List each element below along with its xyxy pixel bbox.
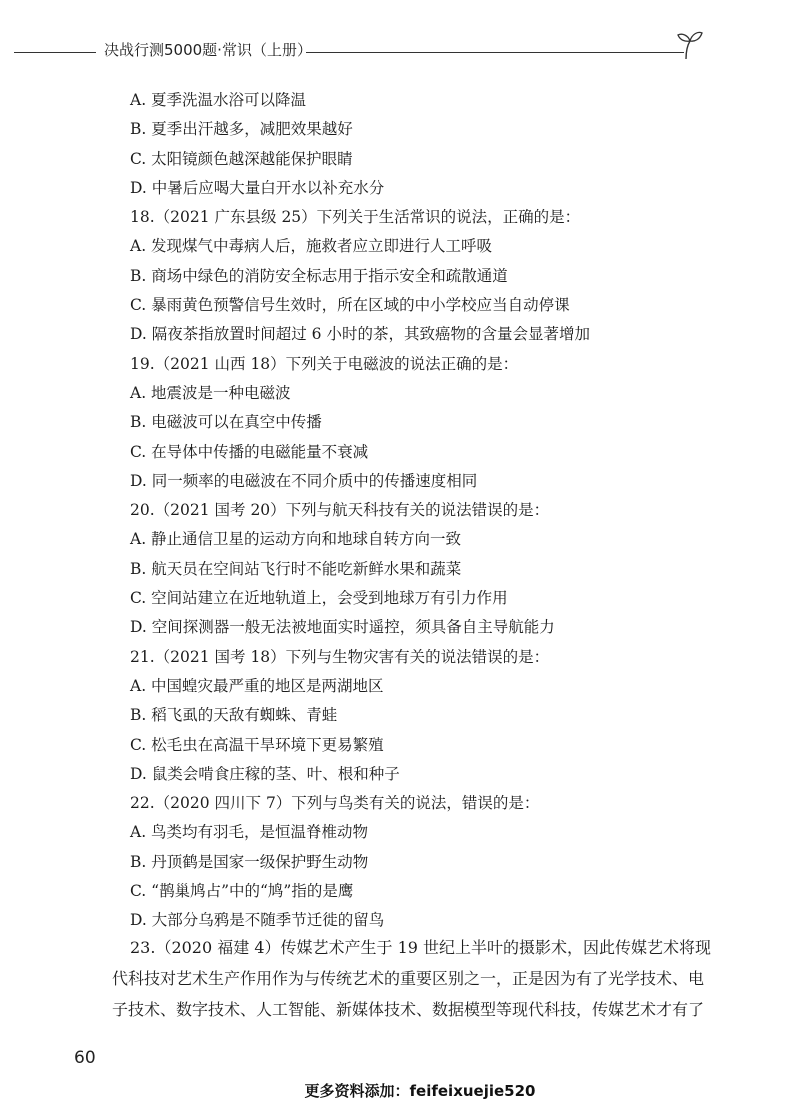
question-stem: 18.（2021 广东县级 25）下列关于生活常识的说法，正确的是： [130,208,581,227]
book-title: 决战行测5000题·常识（上册） [104,41,312,59]
text-line: B. 丹顶鹤是国家一级保护野生动物 [130,852,369,871]
header-rule-right [306,52,684,53]
text-line: A. 鸟类均有羽毛，是恒温脊椎动物 [130,823,369,842]
text-line: D. 隔夜茶指放置时间超过 6 小时的茶，其致癌物的含量会显著增加 [130,325,590,344]
text-line: B. 夏季出汗越多，减肥效果越好 [130,120,353,139]
footer-note [0,1080,800,1101]
text-line: B. 稻飞虱的天敌有蜘蛛、青蛙 [130,706,338,725]
question-stem: 21.（2021 国考 18）下列与生物灾害有关的说法错误的是： [130,647,550,666]
text-line: D. 大部分乌鸦是不随季节迁徙的留鸟 [130,911,385,930]
page-number: 60 [74,1048,96,1068]
text-line: B. 商场中绿色的消防安全标志用于指示安全和疏散通道 [130,266,508,285]
paragraph-line: 代科技对艺术生产作用作为与传统艺术的重要区别之一，正是因为有了光学技术、电 [112,969,705,988]
question-stem: 19.（2021 山西 18）下列关于电磁波的说法正确的是： [130,354,519,373]
text-line: D. 同一频率的电磁波在不同介质中的传播速度相同 [130,471,478,490]
text-line: A. 静止通信卫星的运动方向和地球自转方向一致 [130,530,462,549]
question-stem: 20.（2021 国考 20）下列与航天科技有关的说法错误的是： [130,501,550,520]
paragraph-line: 23.（2020 福建 4）传媒艺术产生于 19 世纪上半叶的摄影术，因此传媒艺术将现 [130,938,712,957]
text-line: C. 暴雨黄色预警信号生效时，所在区域的中小学校应当自动停课 [130,296,570,315]
text-line: B. 航天员在空间站飞行时不能吃新鲜水果和蔬菜 [130,559,462,578]
footer-handle: feifeixuejie520 [409,1082,536,1100]
text-line: C. 太阳镜颜色越深越能保护眼睛 [130,149,353,168]
question-list [130,86,690,936]
text-line: A. 地震波是一种电磁波 [130,383,291,402]
text-line: C. 松毛虫在高温干旱环境下更易繁殖 [130,735,384,754]
text-line: D. 空间探测器一般无法被地面实时遥控，须具备自主导航能力 [130,618,555,637]
footer-label: 更多资料添加： [304,1082,410,1100]
sprout-icon [676,30,704,60]
question-stem: 22.（2020 四川下 7）下列与鸟类有关的说法，错误的是： [130,794,540,813]
text-line: D. 中暑后应喝大量白开水以补充水分 [130,178,385,197]
text-line: C. 空间站建立在近地轨道上，会受到地球万有引力作用 [130,589,508,608]
text-line: C. “鹊巢鸠占”中的“鸠”指的是鹰 [130,882,354,901]
text-line: C. 在导体中传播的电磁能量不衰减 [130,442,369,461]
text-line: A. 中国蝗灾最严重的地区是两湖地区 [130,676,384,695]
header-rule-left [14,52,96,53]
text-line: A. 夏季洗温水浴可以降温 [130,91,307,109]
running-header [0,30,800,70]
text-line: B. 电磁波可以在真空中传播 [130,413,322,432]
text-line: D. 鼠类会啃食庄稼的茎、叶、根和种子 [130,764,400,783]
paragraph-line: 子技术、数字技术、人工智能、新媒体技术、数据模型等现代科技，传媒艺术才有了 [112,1000,705,1019]
text-line: A. 发现煤气中毒病人后，施救者应立即进行人工呼吸 [130,237,493,256]
question-23-paragraph [112,932,712,1025]
